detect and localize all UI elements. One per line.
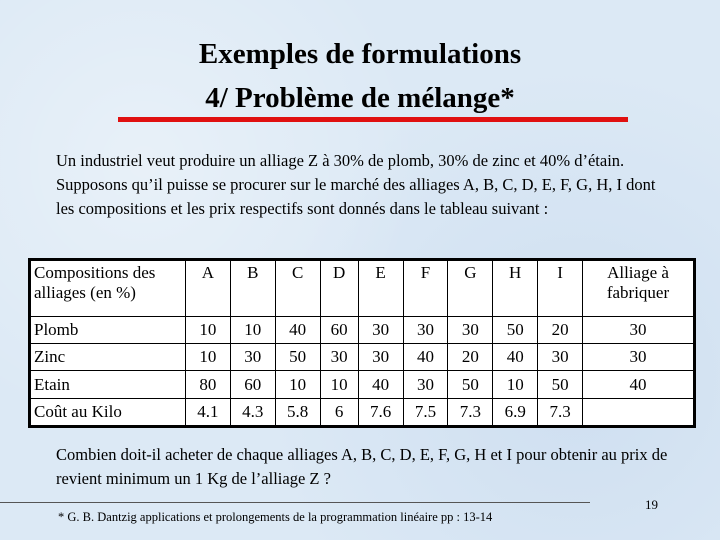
table-cell: 10 <box>186 344 231 371</box>
row-label: Coût au Kilo <box>31 398 186 425</box>
table-cell: 10 <box>275 371 320 398</box>
table-cell: 7.3 <box>538 398 583 425</box>
slide-title <box>0 32 720 120</box>
target-cell: 30 <box>583 344 694 371</box>
table-cell: 50 <box>493 316 538 343</box>
header-alloy: C <box>275 261 320 317</box>
table-cell: 6 <box>320 398 358 425</box>
table-cell: 80 <box>186 371 231 398</box>
footnote-divider <box>0 502 590 503</box>
header-target: Alliage à fabriquer <box>583 261 694 317</box>
table-cell: 5.8 <box>275 398 320 425</box>
table-cell: 20 <box>538 316 583 343</box>
table-cell: 7.6 <box>358 398 403 425</box>
table-cell: 6.9 <box>493 398 538 425</box>
title-underline <box>118 117 628 122</box>
table-cell: 40 <box>493 344 538 371</box>
header-alloy: I <box>538 261 583 317</box>
table-cell: 40 <box>275 316 320 343</box>
table-cell: 40 <box>403 344 448 371</box>
header-alloy: G <box>448 261 493 317</box>
header-alloy: A <box>186 261 231 317</box>
table-cell: 30 <box>403 371 448 398</box>
table-cell: 30 <box>403 316 448 343</box>
table-cell: 30 <box>448 316 493 343</box>
table-cell: 7.3 <box>448 398 493 425</box>
table-cell: 10 <box>186 316 231 343</box>
question-paragraph: Combien doit-il acheter de chaque alliages A, B, C, D, E, F, G, H et I pour obtenir au prix de revient minimum un 1 Kg de l’alliage Z ? <box>56 445 668 488</box>
table-cell: 30 <box>230 344 275 371</box>
header-alloy: D <box>320 261 358 317</box>
table-cell: 40 <box>358 371 403 398</box>
page-number: 19 <box>645 497 658 512</box>
title-line-1: Exemples de formulations <box>198 38 522 70</box>
table-cell: 30 <box>538 344 583 371</box>
table-row <box>31 371 694 398</box>
header-alloy: E <box>358 261 403 317</box>
table-cell: 50 <box>538 371 583 398</box>
table-cell: 10 <box>320 371 358 398</box>
table-cell: 20 <box>448 344 493 371</box>
header-alloy: F <box>403 261 448 317</box>
table-cell: 50 <box>275 344 320 371</box>
table-cell: 4.3 <box>230 398 275 425</box>
intro-paragraph: Un industriel veut produire un alliage Z à 30% de plomb, 30% de zinc et 40% d’étain. Supposons qu’il puisse se procurer sur le marché des alliages A, B, C, D, E, F, G, H, I dont les compositions et les prix respectifs sont donnés dans le tableau suivant : <box>56 151 656 218</box>
table-row <box>31 316 694 343</box>
target-cell <box>583 398 694 425</box>
header-alloy: B <box>230 261 275 317</box>
table-header-row <box>31 261 694 317</box>
row-label: Zinc <box>31 344 186 371</box>
footnote: * G. B. Dantzig applications et prolongements de la programmation linéaire pp : 13-14 <box>58 510 493 524</box>
table-cell: 4.1 <box>186 398 231 425</box>
table-cell: 30 <box>358 344 403 371</box>
composition-table <box>28 258 696 428</box>
table-cell: 30 <box>358 316 403 343</box>
table-cell: 30 <box>320 344 358 371</box>
table-cell: 10 <box>230 316 275 343</box>
target-cell: 40 <box>583 371 694 398</box>
table-row <box>31 344 694 371</box>
row-label: Etain <box>31 371 186 398</box>
header-alloy: H <box>493 261 538 317</box>
table-cell: 7.5 <box>403 398 448 425</box>
target-cell: 30 <box>583 316 694 343</box>
header-first-cell: Compositions des alliages (en %) <box>31 261 186 317</box>
row-label: Plomb <box>31 316 186 343</box>
table-cell: 50 <box>448 371 493 398</box>
table-cell: 60 <box>320 316 358 343</box>
table-cell: 60 <box>230 371 275 398</box>
title-line-2: 4/ Problème de mélange* <box>205 82 515 114</box>
table-cell: 10 <box>493 371 538 398</box>
table-row <box>31 398 694 425</box>
